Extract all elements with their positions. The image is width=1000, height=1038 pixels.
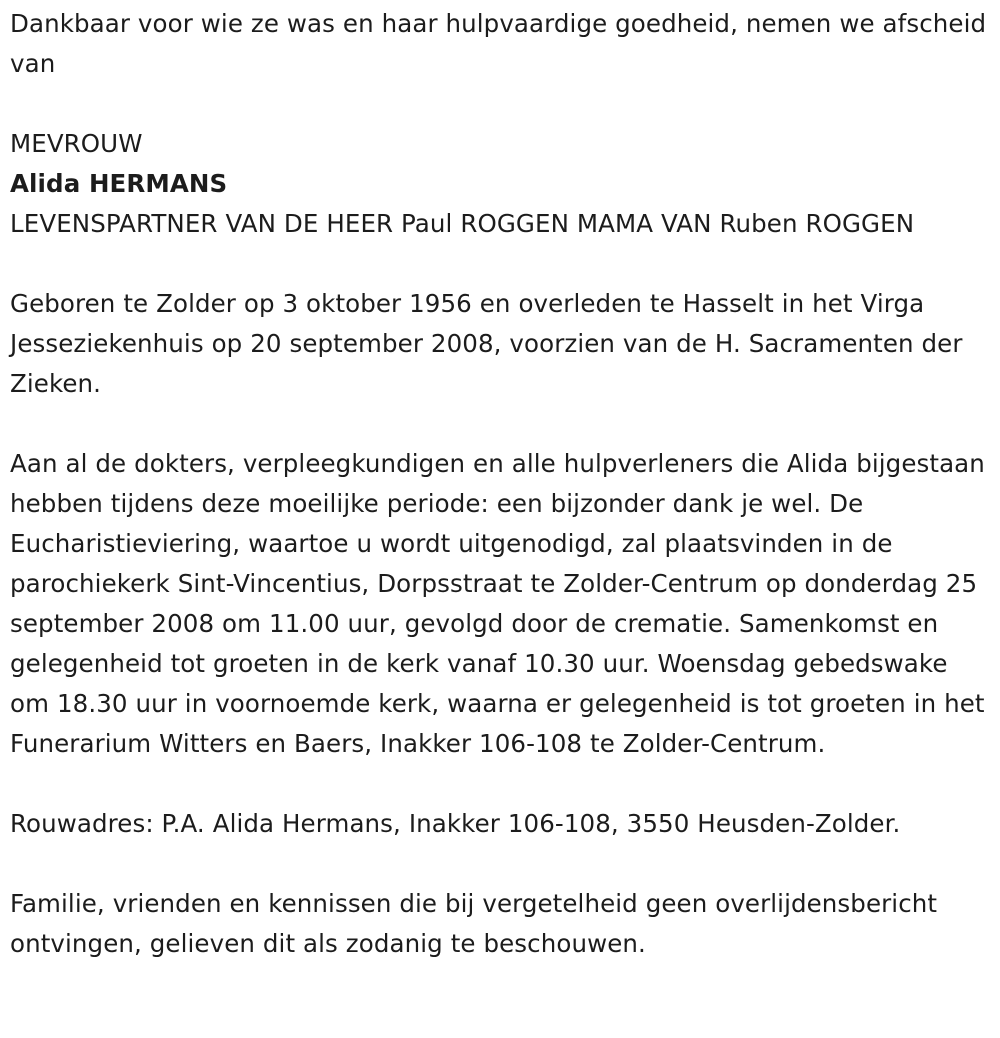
closing-note: Familie, vrienden en kennissen die bij vergetelheid geen overlijdensbericht ontvingen, gelieven dit als zodanig te beschouwen. — [10, 889, 938, 958]
title-prefix: MEVROUW — [10, 129, 143, 158]
spacer — [10, 404, 990, 444]
spacer — [10, 244, 990, 284]
birth-death-text: Geboren te Zolder op 3 oktober 1956 en overleden te Hasselt in het Virga Jesseziekenhuis op 20 september 2008, voorzien van de H. Sacramenten der Zieken. — [10, 289, 963, 398]
spacer — [10, 84, 990, 124]
deceased-name: Alida HERMANS — [10, 169, 228, 198]
thanks-and-service-text: Aan al de dokters, verpleegkundigen en alle hulpverleners die Alida bijgestaan hebben tijdens deze moeilijke periode: een bijzonder dank je wel. De Eucharistieviering, waartoe u wordt uitgenodigd, zal plaatsvinden in de parochiekerk Sint-Vincentius, Dorpsstraat te Zolder-Centrum op donderdag 25 september 2008 om 11.00 uur, gevolgd door de crematie. Samenkomst en gelegenheid tot groeten in de kerk vanaf 10.30 uur. Woensdag gebedswake om 18.30 uur in voornoemde kerk, waarna er gelegenheid is tot groeten in het Funerarium Witters en Baers, Inakker 106-108 te Zolder-Centrum. — [10, 449, 985, 758]
spacer — [10, 764, 990, 804]
relations-text: LEVENSPARTNER VAN DE HEER Paul ROGGEN MAMA VAN Ruben ROGGEN — [10, 209, 915, 238]
intro-text: Dankbaar voor wie ze was en haar hulpvaardige goedheid, nemen we afscheid van — [10, 9, 987, 78]
mourning-address: Rouwadres: P.A. Alida Hermans, Inakker 106-108, 3550 Heusden-Zolder. — [10, 809, 901, 838]
spacer — [10, 844, 990, 884]
